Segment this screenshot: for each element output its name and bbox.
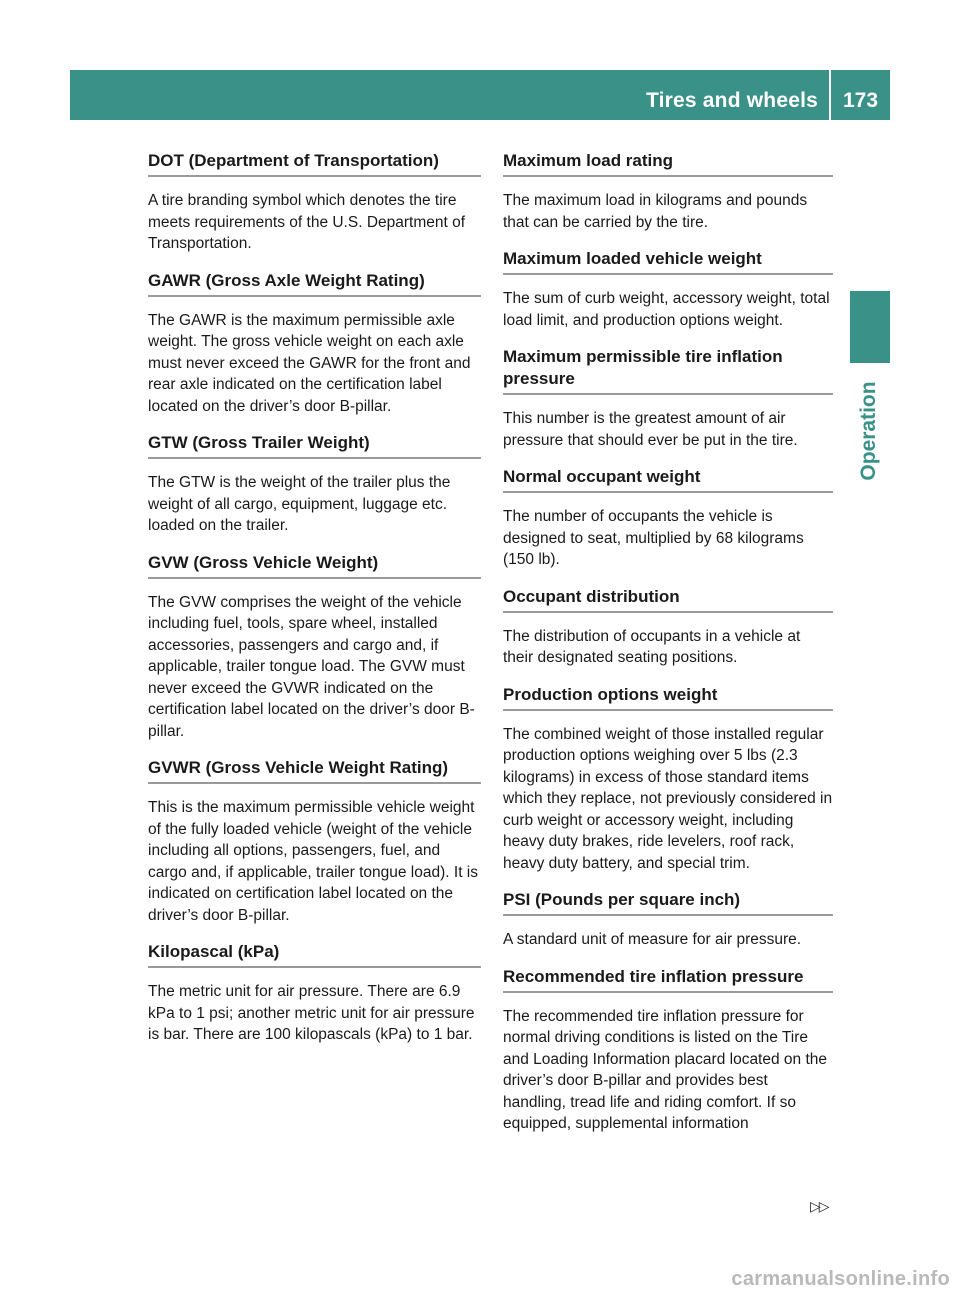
glossary-entry (148, 270, 481, 418)
entry-term: Recommended tire inflation pressure (503, 966, 833, 993)
left-column (148, 150, 481, 1061)
glossary-entry (148, 150, 481, 255)
side-marker (850, 291, 890, 363)
entry-term: Maximum load rating (503, 150, 833, 177)
section-title: Tires and wheels (645, 89, 818, 112)
entry-term: GTW (Gross Trailer Weight) (148, 432, 481, 459)
entry-term: PSI (Pounds per square inch) (503, 889, 833, 916)
glossary-entry (503, 889, 833, 951)
side-tab-label: Operation (857, 381, 880, 481)
glossary-entry (148, 941, 481, 1046)
entry-definition: The combined weight of those installed regular production options weighing over 5 lbs (2.3 kilograms) in excess of those standard items which they replace, not previously considered in curb weight or accessory weight, including heavy duty brakes, ride levelers, roof rack, heavy duty battery, and special trim. (503, 725, 833, 872)
entry-definition: A standard unit of measure for air pressure. (503, 931, 802, 948)
entry-definition: A tire branding symbol which denotes the tire meets requirements of the U.S. Department of Transportation. (148, 192, 466, 252)
entry-definition: The GTW is the weight of the trailer plus the weight of all cargo, equipment, luggage etc. loaded on the trailer. (148, 474, 451, 534)
entry-term: DOT (Department of Transportation) (148, 150, 481, 177)
entry-term: Occupant distribution (503, 586, 833, 613)
glossary-entry (503, 684, 833, 875)
page-number: 173 (842, 89, 879, 112)
entry-term: GAWR (Gross Axle Weight Rating) (148, 270, 481, 297)
glossary-entry (503, 248, 833, 331)
entry-term: Maximum permissible tire inflation pressure (503, 346, 833, 395)
glossary-entry (503, 150, 833, 233)
entry-definition: The maximum load in kilograms and pounds that can be carried by the tire. (503, 192, 808, 231)
glossary-entry (148, 757, 481, 926)
entry-definition: The number of occupants the vehicle is designed to seat, multiplied by 68 kilograms (150 lb). (503, 508, 804, 568)
entry-definition: The sum of curb weight, accessory weight, total load limit, and production options weight. (503, 290, 830, 329)
glossary-entry (503, 466, 833, 571)
entry-definition: This number is the greatest amount of air pressure that should ever be put in the tire. (503, 410, 798, 449)
entry-definition: The metric unit for air pressure. There are 6.9 kPa to 1 psi; another metric unit for air pressure is bar. There are 100 kilopascals (kPa) to 1 bar. (148, 983, 475, 1043)
glossary-entry (148, 432, 481, 537)
entry-term: GVW (Gross Vehicle Weight) (148, 552, 481, 579)
entry-term: Production options weight (503, 684, 833, 711)
entry-definition: The distribution of occupants in a vehicle at their designated seating positions. (503, 627, 801, 666)
glossary-entry (503, 346, 833, 451)
page-header (70, 70, 890, 120)
continue-arrow-icon: ▷▷ (810, 1198, 828, 1214)
right-column (503, 150, 833, 1150)
entry-definition: This is the maximum permissible vehicle weight of the fully loaded vehicle (weight of the vehicle including all options, passengers, fuel, and cargo and, if applicable, trailer tongue load). It is indicated on certification label located on the driver’s door B-pillar. (148, 799, 478, 924)
side-tab (847, 366, 891, 496)
entry-definition: The GAWR is the maximum permissible axle weight. The gross vehicle weight on each axle must never exceed the GAWR for the front and rear axle indicated on the certification label located on the driver’s door B-pillar. (148, 311, 471, 415)
glossary-entry (148, 552, 481, 743)
entry-term: Normal occupant weight (503, 466, 833, 493)
entry-definition: The recommended tire inflation pressure for normal driving conditions is listed on the Tire and Loading Information placard located on the driver’s door B-pillar and provides best handling, tread life and riding comfort. If so equipped, supplemental information (503, 1007, 828, 1132)
entry-term: Kilopascal (kPa) (148, 941, 481, 968)
glossary-entry (503, 966, 833, 1135)
footer-watermark: carmanualsonline.info (731, 1268, 950, 1290)
entry-definition: The GVW comprises the weight of the vehicle including fuel, tools, spare wheel, installed accessories, passengers and cargo and, if applicable, trailer tongue load. The GVW must never exceed the GVWR indicated on the certification label located on the driver’s door B-pillar. (148, 593, 475, 740)
entry-term: GVWR (Gross Vehicle Weight Rating) (148, 757, 481, 784)
glossary-entry (503, 586, 833, 669)
entry-term: Maximum loaded vehicle weight (503, 248, 833, 275)
